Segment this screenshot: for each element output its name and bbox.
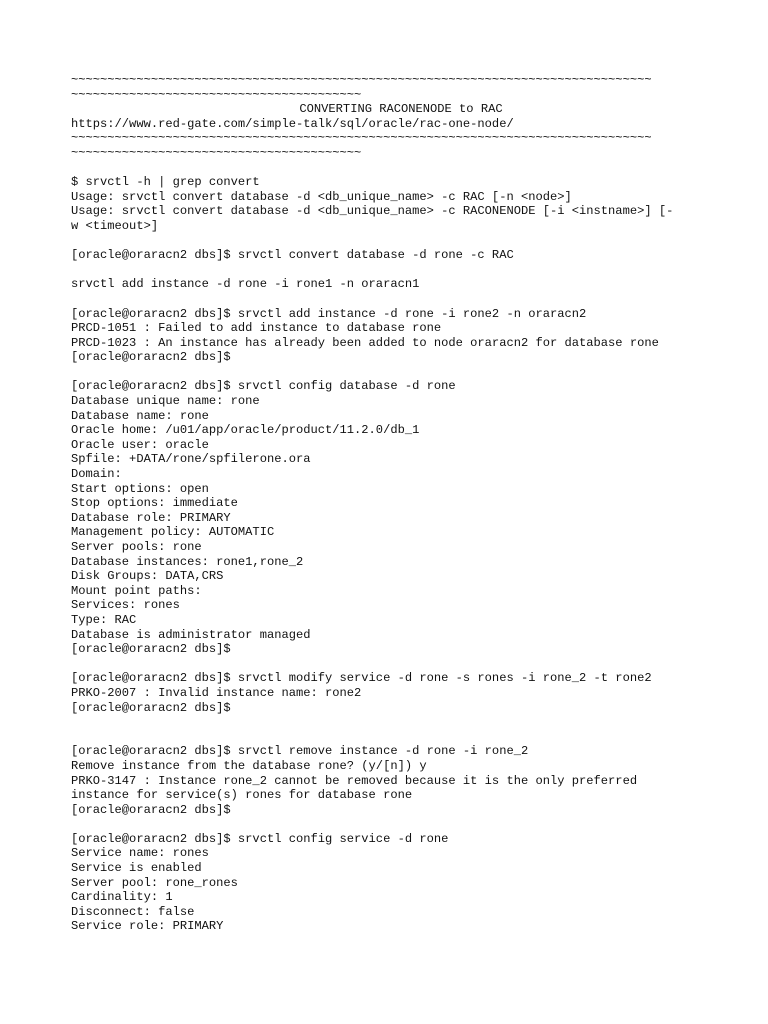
transcript-line: Database instances: rone1,rone_2 bbox=[71, 554, 304, 569]
transcript-line: Service is enabled bbox=[71, 861, 202, 876]
block-separator bbox=[71, 292, 731, 307]
transcript-line: PRKO-3147 : Instance rone_2 cannot be removed because it is the only preferred bbox=[71, 773, 638, 788]
transcript-line: PRCD-1051 : Failed to add instance to database rone bbox=[71, 321, 442, 336]
transcript-line: Mount point paths: bbox=[71, 583, 202, 598]
transcript-line: Disk Groups: DATA,CRS bbox=[71, 569, 224, 584]
transcript-line: $ srvctl -h | grep convert bbox=[71, 175, 260, 190]
transcript-line: Server pools: rone bbox=[71, 540, 202, 554]
block-separator bbox=[71, 657, 731, 672]
command-block bbox=[71, 277, 731, 292]
transcript-line: [oracle@oraracn2 dbs]$ bbox=[71, 700, 231, 715]
transcript-line: Service name: rones bbox=[71, 846, 209, 861]
transcript-line: Start options: open bbox=[71, 481, 209, 496]
command-block bbox=[71, 379, 731, 656]
document-page bbox=[71, 73, 731, 934]
transcript-line: Database role: PRIMARY bbox=[71, 510, 231, 525]
transcript-line: instance for service(s) rones for database rone bbox=[71, 788, 413, 803]
block-separator bbox=[71, 263, 731, 278]
transcript-line: [oracle@oraracn2 dbs]$ srvctl remove instance -d rone -i rone_2 bbox=[71, 744, 529, 759]
transcript-line: [oracle@oraracn2 dbs]$ bbox=[71, 642, 231, 657]
transcript-line: [oracle@oraracn2 dbs]$ bbox=[71, 350, 231, 365]
transcript-line: Services: rones bbox=[71, 598, 180, 613]
transcript-line: Service role: PRIMARY bbox=[71, 919, 224, 934]
command-block bbox=[71, 744, 731, 817]
transcript-line: w <timeout>] bbox=[71, 218, 159, 233]
header-rule-bottom-short: ~~~~~~~~~~~~~~~~~~~~~~~~~~~~~~~~~~~~~~~~ bbox=[71, 145, 362, 160]
block-separator bbox=[71, 234, 731, 249]
transcript-line: srvctl add instance -d rone -i rone1 -n oraracn1 bbox=[71, 277, 420, 292]
block-separator bbox=[71, 365, 731, 380]
transcript-line: PRCD-1023 : An instance has already been added to node oraracn2 for database rone bbox=[71, 335, 659, 350]
transcript-line: Database is administrator managed bbox=[71, 627, 311, 642]
transcript-line: [oracle@oraracn2 dbs]$ srvctl add instance -d rone -i rone2 -n oraracn2 bbox=[71, 306, 587, 321]
block-separator bbox=[71, 817, 731, 832]
block-separator bbox=[71, 715, 731, 730]
transcript-line: Oracle user: oracle bbox=[71, 437, 209, 452]
transcript-line: Usage: srvctl convert database -d <db_unique_name> -c RACONENODE [-i <instname>] [- bbox=[71, 204, 674, 219]
command-block bbox=[71, 175, 731, 233]
transcript-line: [oracle@oraracn2 dbs]$ srvctl modify service -d rone -s rones -i rone_2 -t rone2 bbox=[71, 671, 652, 686]
source-url: https://www.red-gate.com/simple-talk/sql/oracle/rac-one-node/ bbox=[71, 116, 514, 131]
header-rule-bottom-long: ~~~~~~~~~~~~~~~~~~~~~~~~~~~~~~~~~~~~~~~~~~~~~~~~~~~~~~~~~~~~~~~~~~~~~~~~~~~~~~~~ bbox=[71, 131, 652, 146]
transcript-line: PRKO-2007 : Invalid instance name: rone2 bbox=[71, 685, 362, 700]
transcript-line: Cardinality: 1 bbox=[71, 890, 173, 905]
transcript-line: Oracle home: /u01/app/oracle/product/11.2.0/db_1 bbox=[71, 423, 420, 438]
transcript-line: Stop options: immediate bbox=[71, 496, 238, 511]
transcript-line: [oracle@oraracn2 dbs]$ srvctl config database -d rone bbox=[71, 379, 456, 394]
transcript-line: Management policy: AUTOMATIC bbox=[71, 525, 275, 540]
command-block bbox=[71, 248, 731, 263]
header-rule-top-short: ~~~~~~~~~~~~~~~~~~~~~~~~~~~~~~~~~~~~~~~~ bbox=[71, 87, 362, 102]
command-block bbox=[71, 671, 731, 715]
transcript-line: Remove instance from the database rone? (y/[n]) y bbox=[71, 758, 427, 773]
spacer bbox=[71, 161, 731, 176]
block-separator bbox=[71, 730, 731, 745]
command-block bbox=[71, 832, 731, 934]
transcript-line: Domain: bbox=[71, 467, 122, 482]
transcript-line: [oracle@oraracn2 dbs]$ srvctl config service -d rone bbox=[71, 831, 449, 846]
transcript-line: Database name: rone bbox=[71, 408, 209, 423]
transcript-line: Type: RAC bbox=[71, 612, 137, 627]
transcript-line: [oracle@oraracn2 dbs]$ bbox=[71, 802, 231, 817]
document-title: CONVERTING RACONENODE to RAC bbox=[299, 102, 503, 117]
transcript-line: Spfile: +DATA/rone/spfilerone.ora bbox=[71, 452, 311, 467]
terminal-transcript bbox=[71, 175, 731, 934]
transcript-line: Disconnect: false bbox=[71, 904, 195, 919]
command-block bbox=[71, 307, 731, 365]
transcript-line: Usage: srvctl convert database -d <db_unique_name> -c RAC [-n <node>] bbox=[71, 189, 572, 204]
transcript-line: Server pool: rone_rones bbox=[71, 875, 238, 890]
transcript-line: [oracle@oraracn2 dbs]$ srvctl convert database -d rone -c RAC bbox=[71, 248, 514, 263]
header-rule-top-long: ~~~~~~~~~~~~~~~~~~~~~~~~~~~~~~~~~~~~~~~~~~~~~~~~~~~~~~~~~~~~~~~~~~~~~~~~~~~~~~~~ bbox=[71, 73, 652, 87]
transcript-line: Database unique name: rone bbox=[71, 394, 260, 409]
